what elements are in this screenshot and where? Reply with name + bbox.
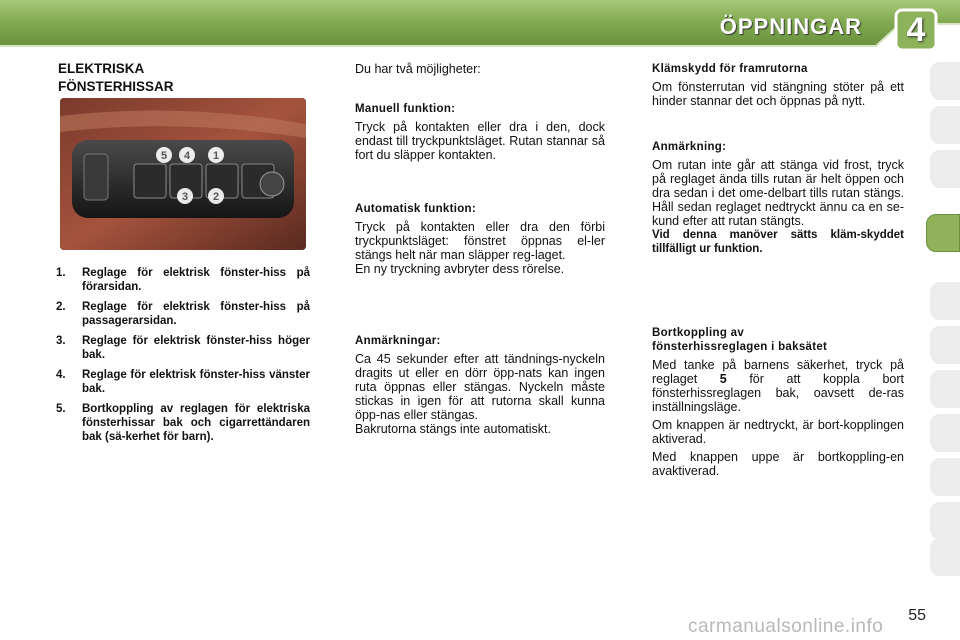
- manual-function-block: [355, 102, 605, 162]
- pinch-protection-block: [652, 62, 904, 108]
- legend-item: 4. Reglage för elektrisk fönster-hiss vänster bak.: [56, 369, 310, 395]
- chapter-tab-2[interactable]: [930, 106, 960, 144]
- manual-text: Tryck på kontakten eller dra i den, dock endast till tryckpunktsläget. Rutan stannar så fort du släpper kontakten.: [355, 120, 605, 162]
- pinch-text: Om fönsterrutan vid stängning stöter på ett hinder stannar det och öppnas på nytt.: [652, 80, 904, 108]
- legend-item: 5. Bortkoppling av reglagen för elektriska fönsterhissar bak och cigarrettändaren bak (sä-kerhet för barn).: [56, 403, 310, 443]
- pinch-heading: Klämskydd för framrutorna: [652, 63, 808, 75]
- legend-item: 3. Reglage för elektrisk fönster-hiss höger bak.: [56, 335, 310, 361]
- frost-note-block: [652, 140, 904, 256]
- section-title-line1: ELEKTRISKA: [58, 61, 145, 76]
- note-text: Om rutan inte går att stänga vid frost, tryck på reglaget ända tills rutan är helt öppen och dra sedan i det ome-delbart tills rutan stängs. Håll sedan reglaget nedtryckt ännu ca en se-kund efter att rutan stängts.: [652, 158, 904, 228]
- chapter-tab-rail: [924, 62, 960, 576]
- callout-3: 3: [181, 191, 189, 203]
- disable-heading-line1: Bortkoppling av: [652, 327, 745, 339]
- disable-heading-line2: fönsterhissreglagen i baksätet: [652, 341, 828, 353]
- chapter-tab-11[interactable]: [930, 538, 960, 576]
- rear-disable-block: [652, 326, 904, 478]
- note-bold-text: Vid denna manöver sätts kläm-skyddet tillfälligt ur funktion.: [652, 229, 904, 255]
- callout-1: 1: [212, 150, 220, 162]
- chapter-tab-3[interactable]: [930, 150, 960, 188]
- chapter-number: 4: [906, 11, 926, 49]
- legend-item: 1. Reglage för elektrisk fönster-hiss på förarsidan.: [56, 267, 310, 293]
- remarks-heading: Anmärkningar:: [355, 335, 441, 347]
- auto-text-2: En ny tryckning avbryter dess rörelse.: [355, 262, 565, 276]
- switch-number: 5: [719, 372, 727, 386]
- remarks-text-2: Bakrutorna stängs inte automatiskt.: [355, 422, 551, 436]
- disable-text-2: Om knappen är nedtryckt, är bort-kopplingen aktiverad.: [652, 418, 904, 446]
- callout-5: 5: [160, 150, 168, 162]
- chapter-tab-5[interactable]: [930, 282, 960, 320]
- chapter-tab-9[interactable]: [930, 458, 960, 496]
- auto-text: Tryck på kontakten eller dra den förbi tryckpunktsläget: fönstret öppnas el-ler stängs helt när man släpper reg-laget.: [355, 220, 605, 262]
- manual-heading: Manuell funktion:: [355, 103, 456, 115]
- section-title: [58, 60, 318, 96]
- disable-text: Med tanke på barnens säkerhet, tryck på reglaget 5 för att koppla bort fönsterhissreglagen bak, oavsett de-ras inställningsläge.: [652, 358, 904, 414]
- photo-legend: [56, 266, 310, 450]
- chapter-tab-10[interactable]: [930, 502, 960, 540]
- remarks-block: [355, 334, 605, 436]
- chapter-tab-7[interactable]: [930, 370, 960, 408]
- chapter-tab-1[interactable]: [930, 62, 960, 100]
- legend-item: 2. Reglage för elektrisk fönster-hiss på passagerarsidan.: [56, 301, 310, 327]
- photo-callouts: [60, 98, 306, 250]
- auto-heading: Automatisk funktion:: [355, 203, 476, 215]
- section-title-line2: FÖNSTERHISSAR: [58, 79, 174, 94]
- disable-text-3: Med knappen uppe är bortkoppling-en avaktiverad.: [652, 450, 904, 478]
- auto-function-block: [355, 202, 605, 276]
- window-switch-photo: [60, 98, 306, 250]
- callout-4: 4: [183, 150, 191, 162]
- disable-heading: [652, 326, 904, 354]
- page-number: 55: [908, 607, 926, 624]
- chapter-tab-4-active[interactable]: [926, 214, 960, 252]
- watermark: carmanualsonline.info: [688, 616, 884, 637]
- chapter-title: ÖPPNINGAR: [719, 14, 862, 39]
- intro-text: Du har två möjligheter:: [355, 62, 481, 76]
- callout-2: 2: [212, 191, 220, 203]
- remarks-text: Ca 45 sekunder efter att tändnings-nyckeln dragits ut eller en dörr öpp-nats kan ingen ruta öppnas eller stängas. Nyckeln måste stickas in igen för att rutorna skall kunna öpp-nas eller stängas.: [355, 352, 605, 422]
- note-heading: Anmärkning:: [652, 141, 727, 153]
- column-2: [355, 62, 605, 76]
- chapter-tab-8[interactable]: [930, 414, 960, 452]
- chapter-tab-6[interactable]: [930, 326, 960, 364]
